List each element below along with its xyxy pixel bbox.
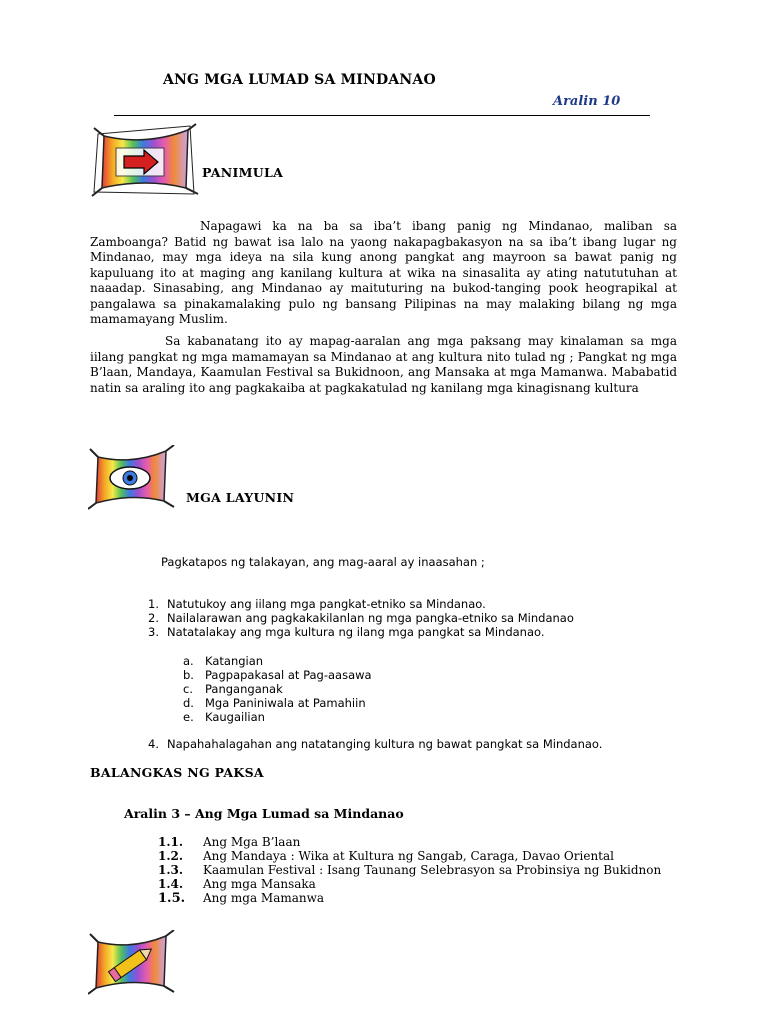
layunin-sublist [183, 654, 372, 724]
list-item: e. Kaugailian [183, 710, 265, 724]
list-item: 1.2. Ang Mandaya : Wika at Kultura ng Sangab, Caraga, Davao Oriental [158, 849, 614, 863]
section-heading-layunin: MGA LAYUNIN [186, 490, 295, 505]
list-item: 1.4. Ang mga Mansaka [158, 877, 316, 891]
section-heading-balangkas: BALANGKAS NG PAKSA [90, 765, 264, 780]
balangkas-list [158, 835, 661, 906]
layunin-intro: Pagkatapos ng talakayan, ang mag-aaral ay inaasahan ; [161, 555, 485, 569]
list-item: a. Katangian [183, 654, 264, 668]
panimula-text-2: Sa kabanatang ito ay mapag-aaralan ang mga paksang may kinalaman sa mga iilang pangkat ng mga mamamayan sa Mindanao at ang kultura nito tulad ng ; Pangkat ng mga B’laan, Mandaya, Kaamulan Festival sa Bukidnoon, ang Mansaka at mga Mamanwa. Mababatid natin sa araling ito ang pagkakaiba at pagkakatulad ng kanilang mga kinagisnang kultura [90, 334, 677, 395]
list-item: b. Pagpapakasal at Pag-aasawa [183, 668, 372, 682]
lesson-number: Aralin 10 [553, 94, 621, 109]
page-title: ANG MGA LUMAD SA MINDANAO [163, 72, 436, 88]
list-item: 1.3. Kaamulan Festival : Isang Taunang Selebrasyon sa Probinsiya ng Bukidnon [158, 863, 662, 877]
list-item: 3. Natatalakay ang mga kultura ng ilang mga pangkat sa Mindanao. [148, 625, 545, 639]
list-item: 1.1. Ang Mga B’laan [158, 835, 301, 849]
list-item: d. Mga Paniniwala at Pamahiin [183, 696, 366, 710]
arrow-banner-icon [90, 122, 202, 204]
title-divider [114, 115, 650, 116]
balangkas-subheading: Aralin 3 – Ang Mga Lumad sa Mindanao [124, 806, 404, 821]
layunin-list [148, 597, 574, 639]
list-item: 1. Natutukoy ang iilang mga pangkat-etniko sa Mindanao. [148, 597, 486, 611]
list-item: 2. Nailalarawan ang pagkakakilanlan ng mga pangka-etniko sa Mindanao [148, 611, 574, 625]
eye-banner-icon [88, 445, 200, 527]
panimula-paragraph-2 [90, 334, 677, 396]
section-heading-panimula: PANIMULA [202, 165, 284, 180]
list-item: 1.5. Ang mga Mamanwa [158, 891, 325, 906]
list-item: 4. Napahahalagahan ang natatanging kultura ng bawat pangkat sa Mindanao. [148, 737, 603, 751]
pencil-banner-icon [88, 930, 200, 1012]
panimula-text-1: Napagawi ka na ba sa iba’t ibang panig ng Mindanao, maliban sa Zamboanga? Batid ng bawat isa lalo na yaong nakapagbakasyon na sa iba’t ibang lugar ng Mindanao, may mga ideya na sila kung anong pangkat ang mayroon sa bawat panig ng kapuluang ito at maging ang kanilang kultura at wika na sinasalita ay ating natututuhan at naaadap. Sinasabing, ang Mindanao ay maituturing na bukod-tanging pook heograpikal at pangalawa sa pinakamalaking pulo ng bansang Pilipinas na may malaking bilang ng mga mamamayang Muslim. [90, 219, 677, 326]
panimula-paragraph-1 [90, 219, 677, 328]
list-item: c. Panganganak [183, 682, 283, 696]
